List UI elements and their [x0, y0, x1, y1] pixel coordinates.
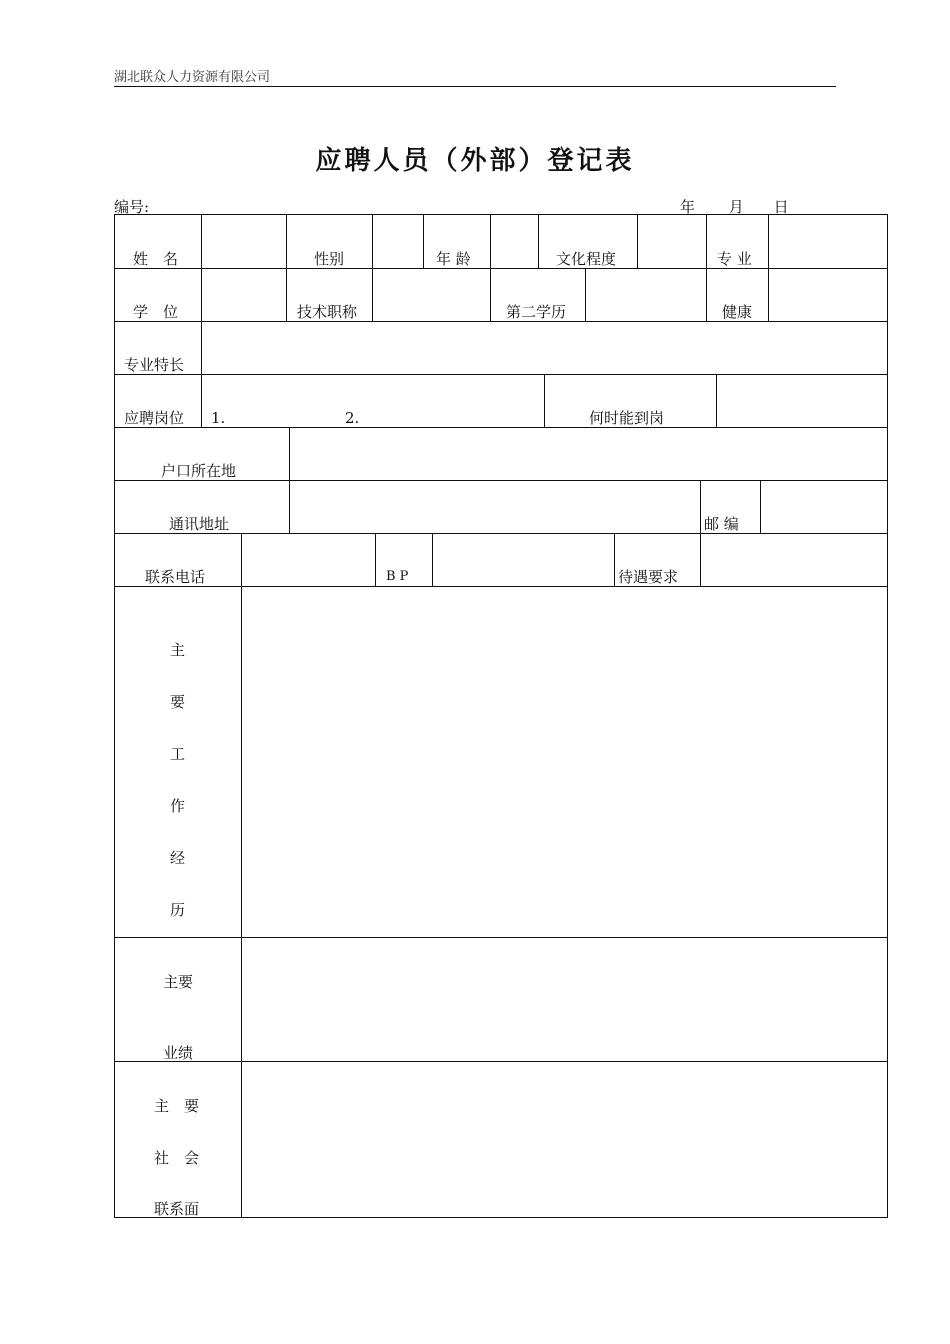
col-divider: [544, 374, 545, 427]
label-address: 通讯地址: [169, 515, 230, 533]
phone-field[interactable]: [242, 534, 375, 586]
work-history-char: 作: [170, 797, 186, 815]
social-label-line3: 联系面: [154, 1200, 200, 1218]
label-age: 年 龄: [436, 250, 471, 268]
education-field[interactable]: [638, 216, 706, 268]
page-title: 应聘人员（外部）登记表: [315, 146, 635, 176]
date-day-label: 日: [773, 198, 789, 216]
label-salary: 待遇要求: [618, 568, 679, 586]
social-contacts-field[interactable]: [242, 1062, 887, 1217]
bp-field[interactable]: [433, 534, 614, 586]
work-history-field[interactable]: [242, 587, 887, 937]
major-field[interactable]: [769, 216, 887, 268]
salary-field[interactable]: [701, 534, 887, 586]
work-history-char: 经: [170, 849, 186, 867]
label-gender: 性别: [314, 250, 345, 268]
serial-label: 编号:: [114, 198, 150, 216]
achievements-label-line2: 业绩: [163, 1044, 194, 1062]
address-field[interactable]: [290, 481, 700, 533]
age-field[interactable]: [491, 216, 538, 268]
position-option-1: 1.: [211, 409, 226, 427]
col-divider: [490, 268, 491, 321]
health-field[interactable]: [769, 269, 887, 321]
header-rule: [114, 86, 836, 87]
social-label-line1: 主 要: [154, 1097, 200, 1115]
work-history-char: 主: [170, 641, 186, 659]
col-divider: [700, 480, 701, 533]
col-divider: [286, 215, 287, 268]
col-divider: [286, 268, 287, 321]
date-month-label: 月: [728, 198, 744, 216]
label-position: 应聘岗位: [124, 409, 185, 427]
degree-field[interactable]: [202, 269, 286, 321]
label-tech-title: 技术职称: [297, 303, 358, 321]
label-start-date: 何时能到岗: [589, 409, 665, 427]
second-degree-field[interactable]: [586, 269, 706, 321]
achievements-field[interactable]: [242, 938, 887, 1061]
social-label-line2: 社 会: [154, 1149, 200, 1167]
col-divider: [706, 268, 707, 321]
label-name: 姓 名: [133, 250, 179, 268]
position-option-2: 2.: [345, 409, 360, 427]
col-divider: [706, 215, 707, 268]
label-major: 专 业: [717, 250, 752, 268]
date-year-label: 年: [680, 198, 696, 216]
label-zip: 邮 编: [704, 515, 739, 533]
name-field[interactable]: [202, 216, 286, 268]
label-bp: B P: [386, 569, 409, 584]
gender-field[interactable]: [373, 216, 423, 268]
col-divider: [375, 533, 376, 586]
col-divider: [423, 215, 424, 268]
achievements-label-line1: 主要: [163, 973, 194, 991]
zip-field[interactable]: [761, 481, 887, 533]
company-header: 湖北联众人力资源有限公司: [114, 70, 271, 85]
label-education: 文化程度: [556, 250, 617, 268]
work-history-char: 要: [170, 693, 186, 711]
label-health: 健康: [722, 303, 753, 321]
label-hukou: 户口所在地: [161, 462, 237, 480]
label-second-degree: 第二学历: [506, 303, 567, 321]
hukou-field[interactable]: [290, 428, 887, 480]
col-divider: [538, 215, 539, 268]
registration-form: [114, 214, 888, 1218]
label-specialty: 专业特长: [124, 356, 185, 374]
position-field[interactable]: [202, 375, 544, 427]
start-date-field[interactable]: [717, 375, 887, 427]
label-phone: 联系电话: [145, 568, 206, 586]
work-history-char: 历: [170, 901, 186, 919]
work-history-char: 工: [170, 745, 186, 763]
label-degree: 学 位: [133, 303, 179, 321]
tech-title-field[interactable]: [373, 269, 490, 321]
col-divider: [614, 533, 615, 586]
specialty-field[interactable]: [202, 322, 887, 374]
